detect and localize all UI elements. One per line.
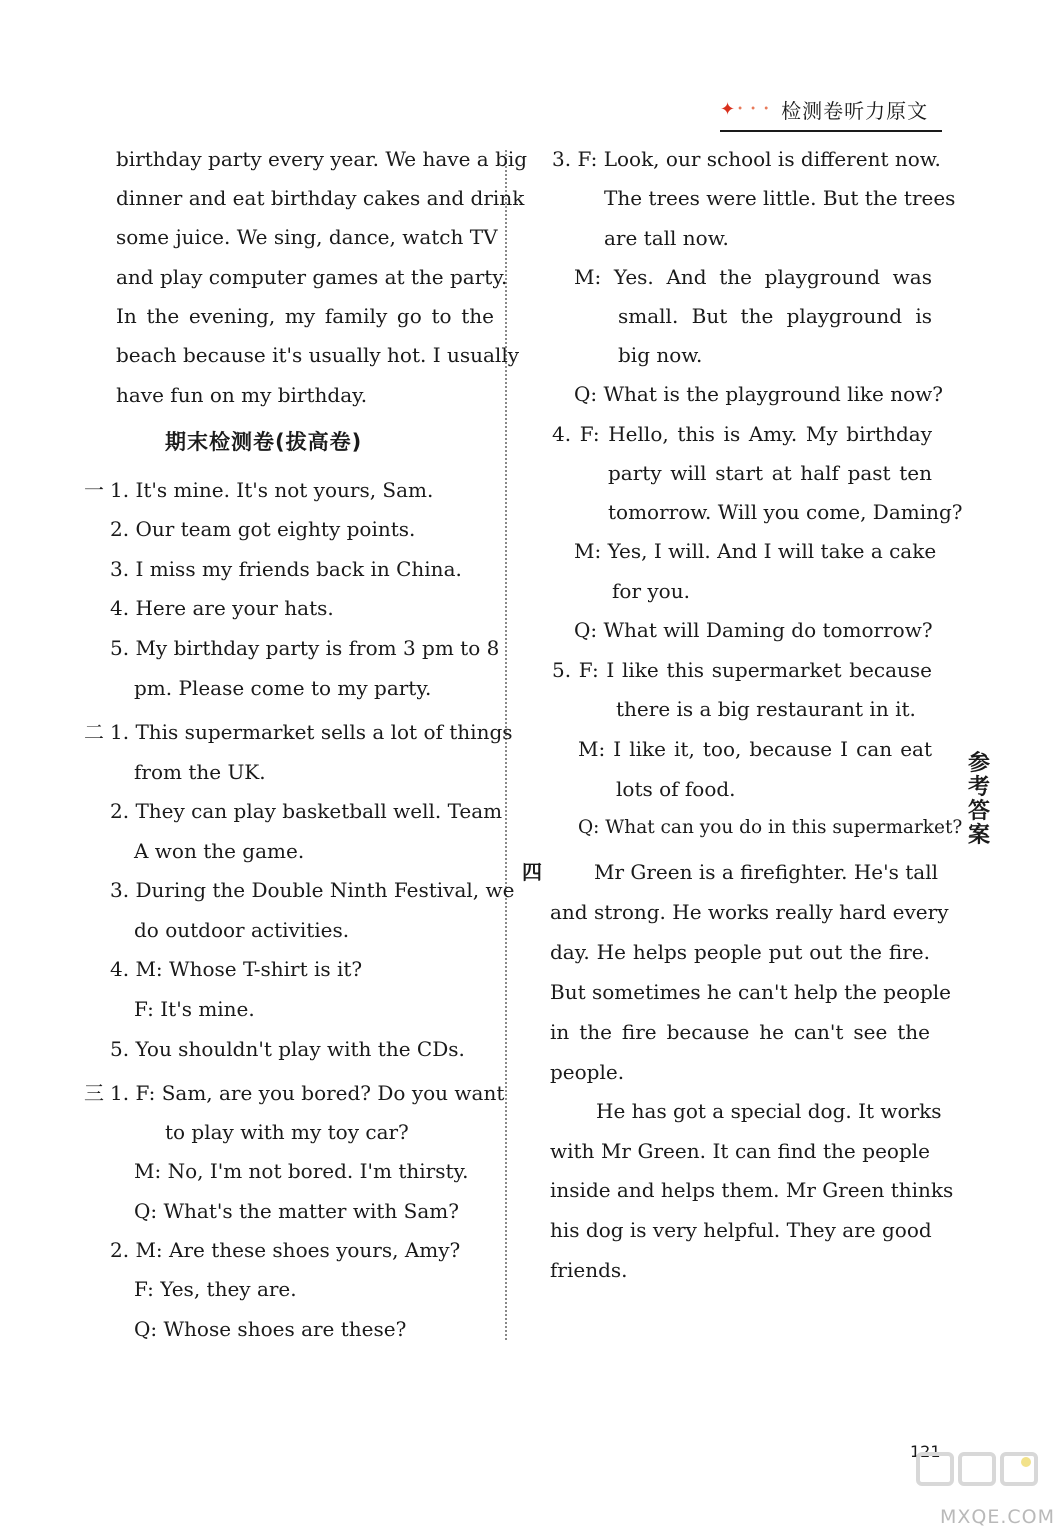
paragraph-line: birthday party every year. We have a big (116, 147, 528, 171)
list-item: 1. F: Sam, are you bored? Do you want (110, 1081, 505, 1105)
list-item: Q: What will Daming do tomorrow? (574, 618, 933, 642)
list-item: lots of food. (616, 777, 736, 801)
list-item: 5. F: I like this supermarket because (552, 658, 932, 682)
list-item: 2. M: Are these shoes yours, Amy? (110, 1238, 461, 1262)
list-item: Q: What is the playground like now? (574, 382, 943, 406)
list-item: 1. This supermarket sells a lot of things (110, 720, 513, 744)
paragraph-line: his dog is very helpful. They are good (550, 1218, 932, 1242)
paragraph-line: and play computer games at the party. (116, 265, 508, 289)
part-marker: 四 (522, 860, 542, 884)
paragraph-line: in the fire because he can't see the (550, 1020, 930, 1044)
list-item: 4. F: Hello, this is Amy. My birthday (552, 422, 932, 446)
list-item: 3. During the Double Ninth Festival, we (110, 878, 515, 902)
list-item: F: Yes, they are. (134, 1277, 297, 1301)
list-item: party will start at half past ten (608, 461, 932, 485)
side-tab-answers: 参考答案 (967, 751, 990, 848)
paragraph-line: have fun on my birthday. (116, 383, 368, 407)
list-item: 1. It's mine. It's not yours, Sam. (110, 478, 434, 502)
paragraph-line: some juice. We sing, dance, watch TV (116, 225, 498, 249)
paragraph-line: and strong. He works really hard every (550, 900, 949, 924)
list-item: Q: What's the matter with Sam? (134, 1199, 459, 1223)
list-item: 3. F: Look, our school is different now. (552, 147, 941, 171)
part-marker: 一 (84, 478, 104, 502)
list-item: Q: Whose shoes are these? (134, 1317, 407, 1341)
list-item: M: I like it, too, because I can eat (578, 737, 932, 761)
dots-decoration: • • • (737, 103, 772, 115)
list-item: 2. They can play basketball well. Team (110, 799, 503, 823)
list-item: for you. (612, 579, 690, 603)
paragraph-line: friends. (550, 1258, 628, 1282)
paragraph-line: He has got a special dog. It works (596, 1099, 942, 1123)
list-item: 4. M: Whose T-shirt is it? (110, 957, 363, 981)
list-item: are tall now. (604, 226, 729, 250)
paragraph-line: with Mr Green. It can find the people (550, 1139, 930, 1163)
section-title: 期末检测卷(拔高卷) (165, 430, 363, 454)
list-item: M: No, I'm not bored. I'm thirsty. (134, 1159, 469, 1183)
list-item: from the UK. (134, 760, 266, 784)
list-item: there is a big restaurant in it. (616, 697, 916, 721)
paragraph-line: In the evening, my family go to the (116, 304, 494, 328)
list-item: 5. You shouldn't play with the CDs. (110, 1037, 465, 1061)
part-marker: 三 (84, 1081, 104, 1105)
list-item: tomorrow. Will you come, Daming? (608, 500, 963, 524)
part-marker: 二 (84, 720, 104, 744)
list-item: M: Yes. And the playground was (574, 265, 932, 289)
list-item: M: Yes, I will. And I will take a cake (574, 539, 937, 563)
sparkle-icon: ✦ (720, 98, 736, 120)
column-divider (505, 150, 507, 1340)
page-number: 121 (910, 1442, 941, 1461)
paragraph-line: Mr Green is a firefighter. He's tall (594, 860, 939, 884)
header-rule (720, 130, 942, 132)
list-item: to play with my toy car? (165, 1120, 409, 1144)
paragraph-line: dinner and eat birthday cakes and drink (116, 186, 525, 210)
list-item: The trees were little. But the trees (604, 186, 956, 210)
header-title: 检测卷听力原文 (781, 98, 929, 123)
list-item: F: It's mine. (134, 997, 255, 1021)
header-group (720, 94, 928, 124)
paragraph-line: people. (550, 1060, 625, 1084)
paragraph-line: beach because it's usually hot. I usually (116, 343, 520, 367)
paragraph-line: day. He helps people put out the fire. (550, 940, 930, 964)
watermark-text: MXQE.COM (940, 1506, 1056, 1528)
list-item: do outdoor activities. (134, 918, 350, 942)
paragraph-line: But sometimes he can't help the people (550, 980, 952, 1004)
list-item: big now. (618, 343, 703, 367)
list-item: 4. Here are your hats. (110, 596, 334, 620)
list-item: Q: What can you do in this supermarket? (578, 817, 963, 838)
list-item: pm. Please come to my party. (134, 676, 432, 700)
list-item: A won the game. (134, 839, 305, 863)
list-item: 5. My birthday party is from 3 pm to 8 (110, 636, 500, 660)
list-item: 2. Our team got eighty points. (110, 517, 416, 541)
paragraph-line: inside and helps them. Mr Green thinks (550, 1178, 954, 1202)
list-item: small. But the playground is (618, 304, 932, 328)
list-item: 3. I miss my friends back in China. (110, 557, 462, 581)
